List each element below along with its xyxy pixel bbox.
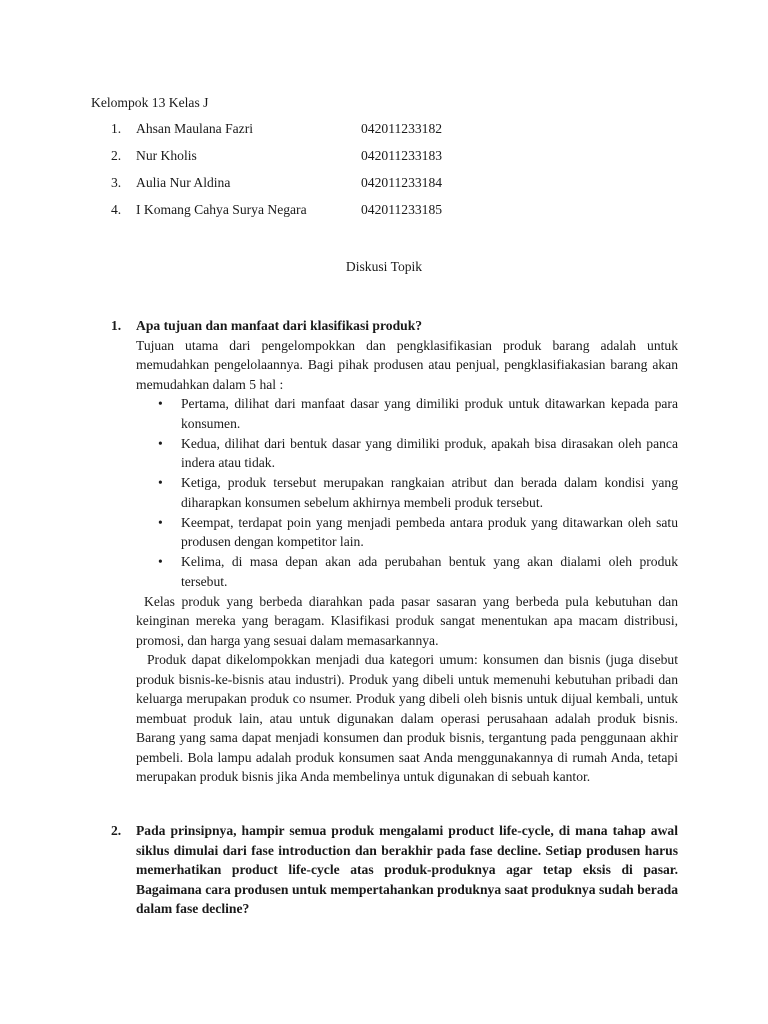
member-nim: 042011233182 <box>361 121 443 136</box>
bullet-text: Kelima, di masa depan akan ada perubahan bentuk yang akan dialami oleh produk tersebut. <box>181 554 678 589</box>
bullet-icon: • <box>158 396 163 411</box>
member-number: 4. <box>111 202 122 217</box>
question-1-section <box>111 316 678 787</box>
bullet-list <box>136 394 678 591</box>
member-number: 3. <box>111 175 122 190</box>
group-title: Kelompok 13 Kelas J <box>91 95 209 110</box>
bullet-icon: • <box>158 475 163 490</box>
question-1-title: Apa tujuan dan manfaat dari klasifikasi produk? <box>136 318 423 333</box>
paragraph-product-categories: Produk dapat dikelompokkan menjadi dua kategori umum: konsumen dan bisnis (juga disebut produk bisnis-ke-bisnis atau industri). Produk yang dibeli untuk memenuhi kebutuhan pribadi dan keluarga merupakan produk co nsumer. Produk yang dibeli oleh bisnis untuk dijual kembali, untuk membuat produk lain, atau untuk digunakan dalam operasi perusahaan adalah produk bisnis. Barang yang sama dapat menjadi konsumen dan produk bisnis, tergantung pada penggunaan akhir pembeli. Bola lampu adalah produk konsumen saat Anda menggunakannya di rumah Anda, tetapi merupakan produk bisnis jika Anda membelinya untuk digunakan di sebuah kantor. <box>136 652 678 784</box>
member-nim: 042011233185 <box>361 202 443 217</box>
member-name: Ahsan Maulana Fazri <box>136 121 254 136</box>
topic-title: Diskusi Topik <box>345 259 423 274</box>
question-number: 1. <box>111 318 122 333</box>
member-list <box>111 119 491 227</box>
bullet-text: Pertama, dilihat dari manfaat dasar yang dimiliki produk untuk ditawarkan kepada para konsumen. <box>181 396 678 431</box>
member-number: 1. <box>111 121 122 136</box>
question-number: 2. <box>111 823 122 838</box>
member-number: 2. <box>111 148 122 163</box>
bullet-text: Keempat, terdapat poin yang menjadi pembeda antara produk yang ditawarkan oleh satu produsen dengan kompetitor lain. <box>181 514 678 549</box>
list-item <box>136 434 678 473</box>
list-item <box>136 473 678 512</box>
list-item <box>136 552 678 591</box>
bullet-text: Kedua, dilihat dari bentuk dasar yang dimiliki produk, apakah bisa dirasakan oleh panca indera atau tidak. <box>181 435 678 470</box>
member-row <box>111 200 491 227</box>
member-row <box>111 119 491 146</box>
list-item <box>136 513 678 552</box>
member-nim: 042011233184 <box>361 175 443 190</box>
bullet-text: Ketiga, produk tersebut merupakan rangkaian atribut dan berada dalam kondisi yang diharapkan konsumen sebelum akhirnya membeli produk tersebut. <box>181 475 678 510</box>
member-row <box>111 173 491 200</box>
question-1-intro: Tujuan utama dari pengelompokkan dan pengklasifikasian produk barang adalah untuk memudahkan pengelolaannya. Bagi pihak produsen atau penjual, pengklasifiakasian barang akan memudahkan dalam 5 hal : <box>136 337 678 392</box>
list-item <box>136 394 678 433</box>
question-2-section <box>111 821 678 919</box>
member-nim: 042011233183 <box>361 148 443 163</box>
member-name: Nur Kholis <box>136 148 197 163</box>
member-row <box>111 146 491 173</box>
bullet-icon: • <box>158 554 163 569</box>
bullet-icon: • <box>158 514 163 530</box>
question-2-title: Pada prinsipnya, hampir semua produk mengalami product life-cycle, di mana tahap awal siklus dimulai dari fase introduction dan berakhir pada fase decline. Setiap produsen harus memerhatikan product life-cycle atas produk-produknya agar tetap eksis di pasar. Bagaimana cara produsen untuk mempertahankan produknya saat produknya sudah berada dalam fase decline? <box>136 823 678 916</box>
bullet-icon: • <box>158 435 163 451</box>
paragraph-product-class: Kelas produk yang berbeda diarahkan pada pasar sasaran yang berbeda pula kebutuhan dan keinginan mereka yang beragam. Klasifikasi produk sangat menentukan apa macam distribusi, promosi, dan harga yang sesuai dalam memasarkannya. <box>136 593 678 648</box>
member-name: I Komang Cahya Surya Negara <box>136 202 307 217</box>
member-name: Aulia Nur Aldina <box>136 175 231 190</box>
